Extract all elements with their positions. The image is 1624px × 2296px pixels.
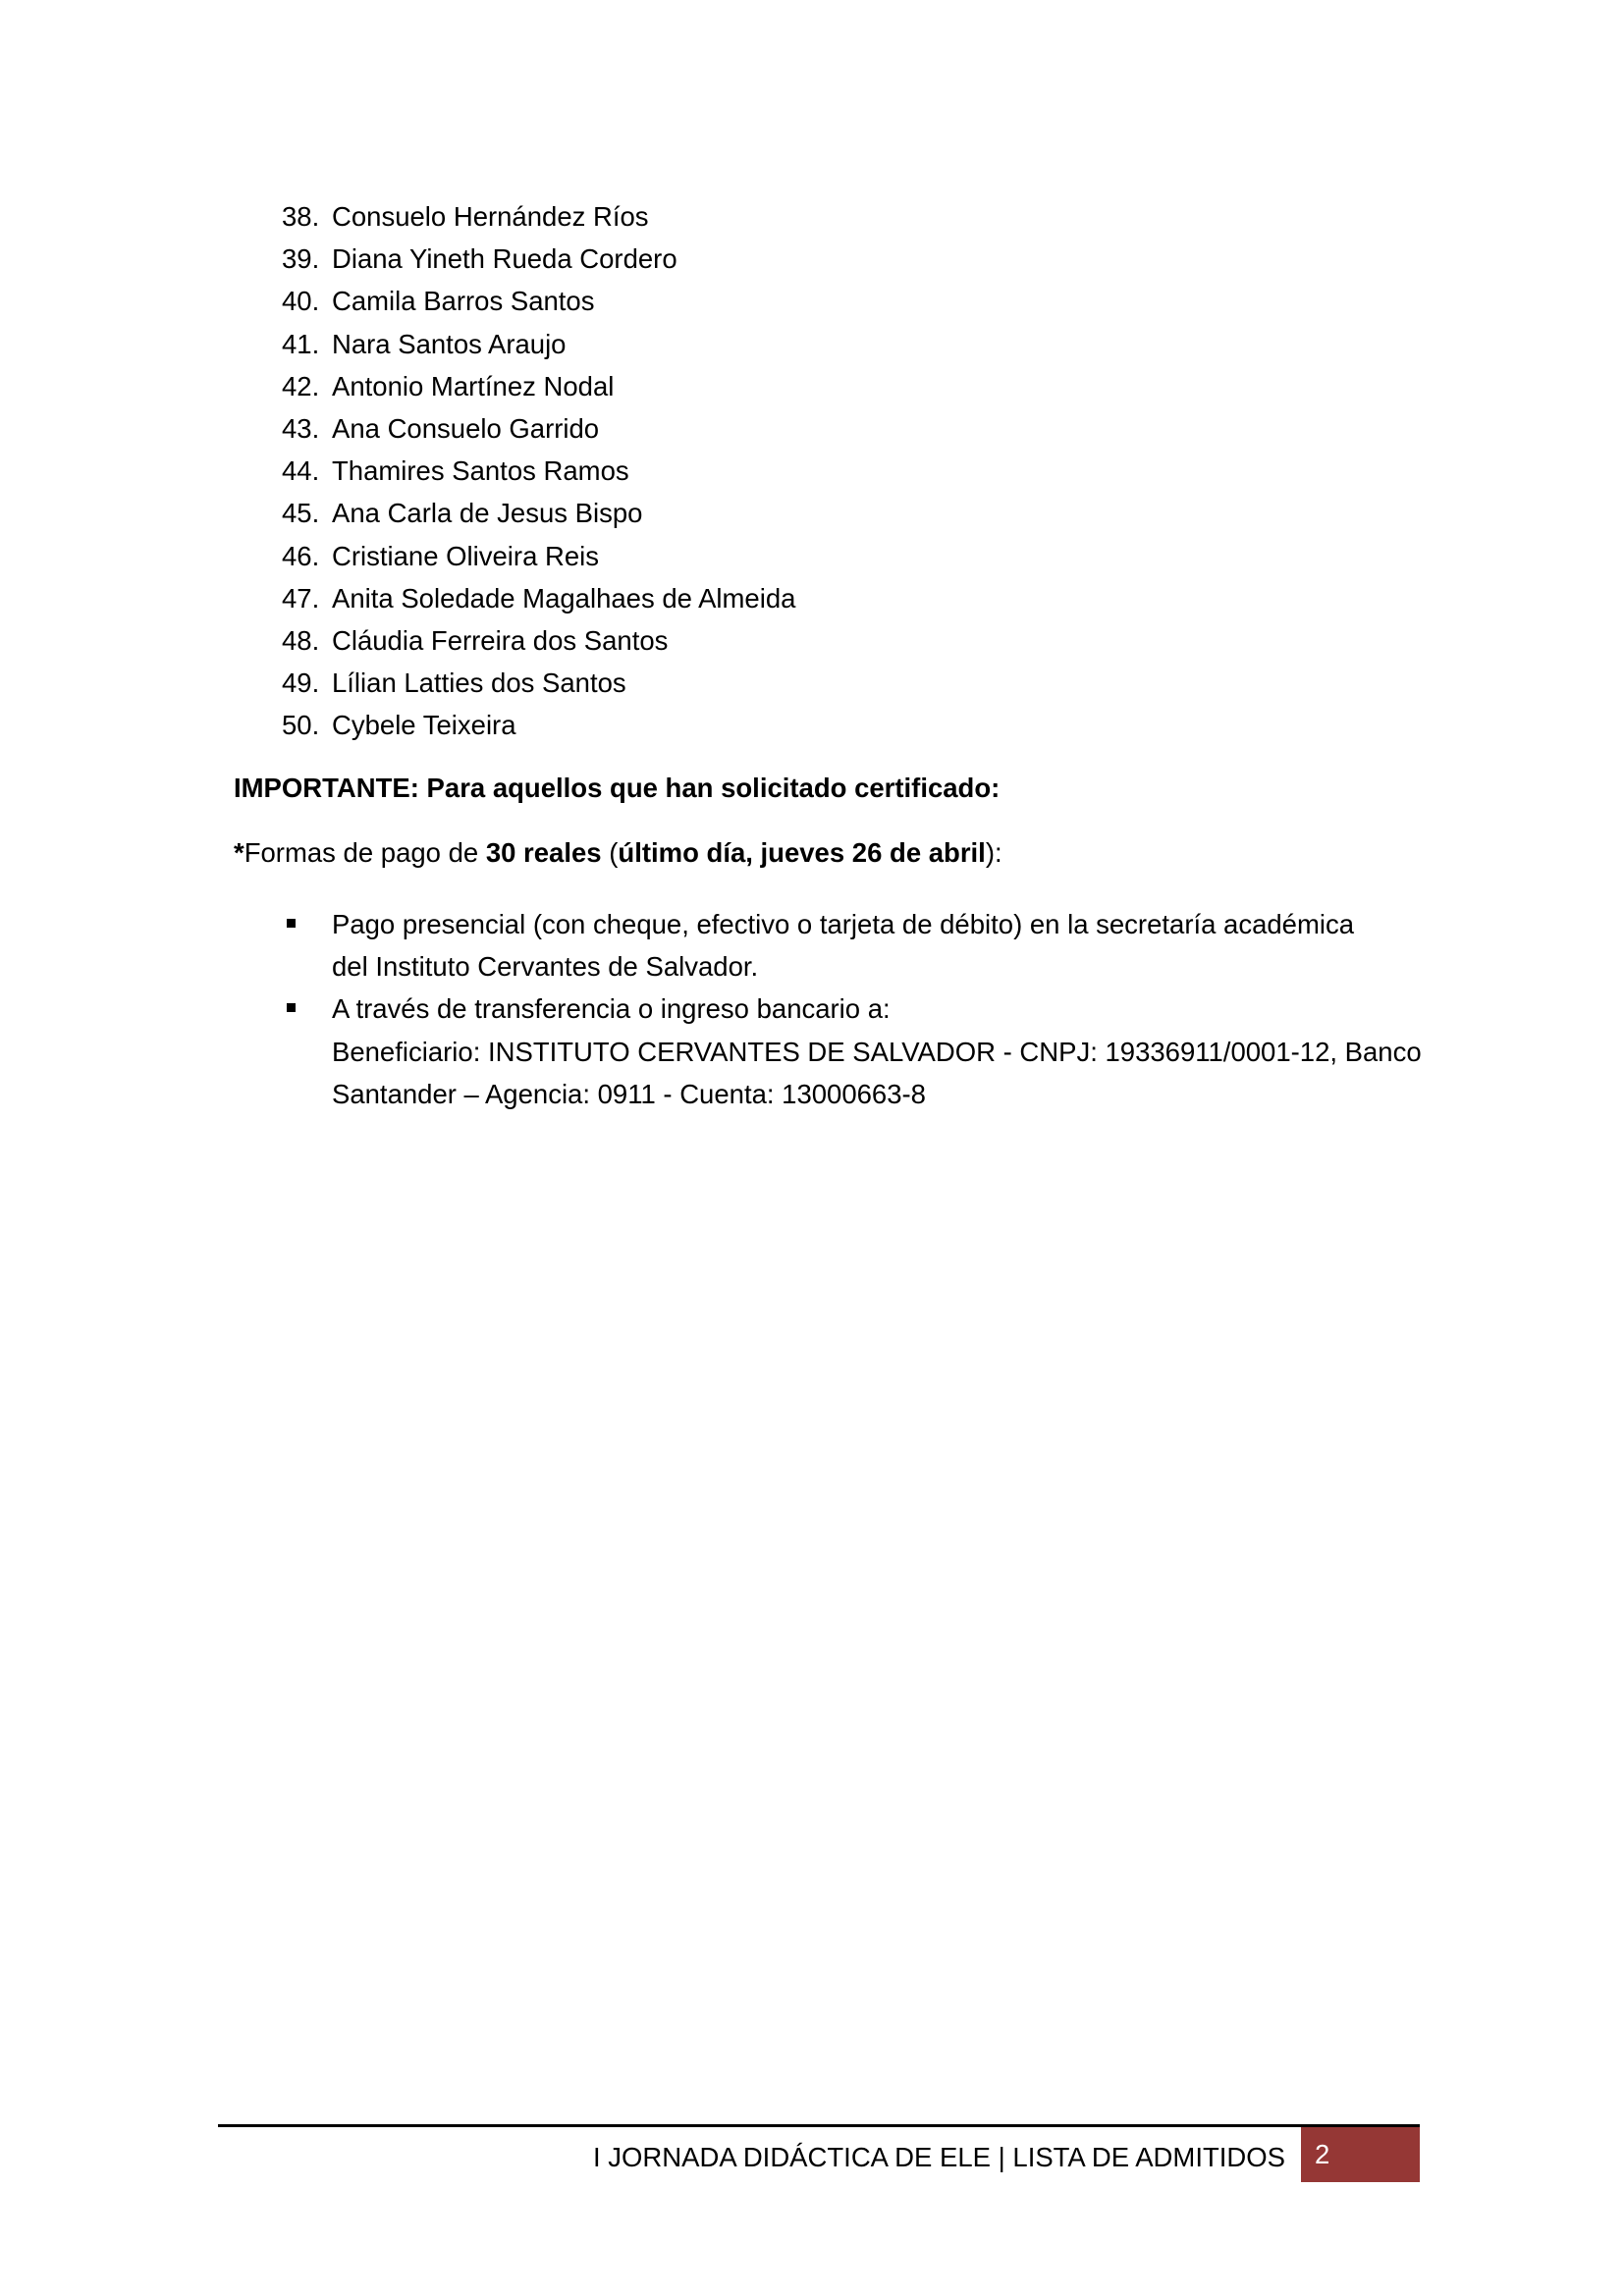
list-number: 47.: [282, 582, 320, 614]
list-name: Diana Yineth Rueda Cordero: [332, 243, 677, 275]
list-name: Consuelo Hernández Ríos: [332, 201, 649, 232]
list-item: [0, 535, 1624, 577]
list-name: Ana Carla de Jesus Bispo: [332, 498, 643, 529]
list-name: Ana Consuelo Garrido: [332, 412, 600, 444]
payment-terms: [234, 835, 1002, 871]
paren-open: (: [601, 837, 619, 868]
payment-methods-list: [0, 903, 1624, 1115]
list-item: [0, 238, 1624, 280]
list-name: Cristiane Oliveira Reis: [332, 540, 600, 571]
payment-method-in-person: [0, 903, 1392, 988]
list-number: 44.: [282, 455, 320, 487]
list-name: Cláudia Ferreira dos Santos: [332, 624, 669, 656]
paren-close: ):: [985, 837, 1002, 868]
list-number: 49.: [282, 667, 320, 699]
list-name: Nara Santos Araujo: [332, 328, 567, 359]
page-number-badge: 2: [1301, 2127, 1420, 2182]
list-item: [0, 450, 1624, 492]
list-number: 43.: [282, 412, 320, 444]
list-number: 39.: [282, 243, 320, 275]
payment-amount: 30 reales: [485, 837, 602, 868]
list-item: [0, 195, 1624, 238]
payment-method-transfer: [0, 988, 1422, 1115]
list-name: Thamires Santos Ramos: [332, 455, 629, 487]
list-number: 40.: [282, 286, 320, 317]
method-line: Pago presencial (con cheque, efectivo o tarjeta de débito) en la secretaría académica: [332, 909, 1355, 939]
list-item: [0, 365, 1624, 407]
payment-intro: Formas de pago de: [244, 837, 486, 868]
footer-divider: [218, 2124, 1420, 2127]
list-number: 38.: [282, 201, 320, 232]
admitted-list: [0, 195, 1624, 746]
list-item: [0, 577, 1624, 619]
list-item: [0, 323, 1624, 365]
list-number: 42.: [282, 370, 320, 401]
list-number: 48.: [282, 624, 320, 656]
footer-title: I JORNADA DIDÁCTICA DE ELE | LISTA DE ADMITIDOS: [593, 2142, 1285, 2172]
method-line: Santander – Agencia: 0911 - Cuenta: 13000663-8: [332, 1078, 926, 1109]
list-item: [0, 407, 1624, 450]
list-number: 41.: [282, 328, 320, 359]
list-item: [0, 619, 1624, 662]
list-name: Camila Barros Santos: [332, 286, 595, 317]
list-number: 45.: [282, 498, 320, 529]
list-name: Lílian Latties dos Santos: [332, 667, 626, 699]
square-bullet-icon: [287, 1003, 296, 1012]
list-number: 50.: [282, 710, 320, 741]
asterisk: *: [234, 837, 244, 868]
important-notice: IMPORTANTE: Para aquellos que han solicitado certificado:: [234, 773, 1001, 803]
list-name: Anita Soledade Magalhaes de Almeida: [332, 582, 796, 614]
square-bullet-icon: [287, 919, 296, 928]
method-line: del Instituto Cervantes de Salvador.: [332, 951, 759, 983]
payment-deadline: último día, jueves 26 de abril: [618, 837, 986, 868]
list-number: 46.: [282, 540, 320, 571]
list-item: [0, 280, 1624, 322]
method-line: Beneficiario: INSTITUTO CERVANTES DE SALVADOR - CNPJ: 19336911/0001-12, Banco: [332, 1036, 1422, 1067]
list-item: [0, 662, 1624, 704]
list-name: Antonio Martínez Nodal: [332, 370, 615, 401]
list-item: [0, 704, 1624, 746]
method-line: A través de transferencia o ingreso bancario a:: [332, 993, 891, 1025]
list-name: Cybele Teixeira: [332, 710, 516, 741]
list-item: [0, 492, 1624, 534]
